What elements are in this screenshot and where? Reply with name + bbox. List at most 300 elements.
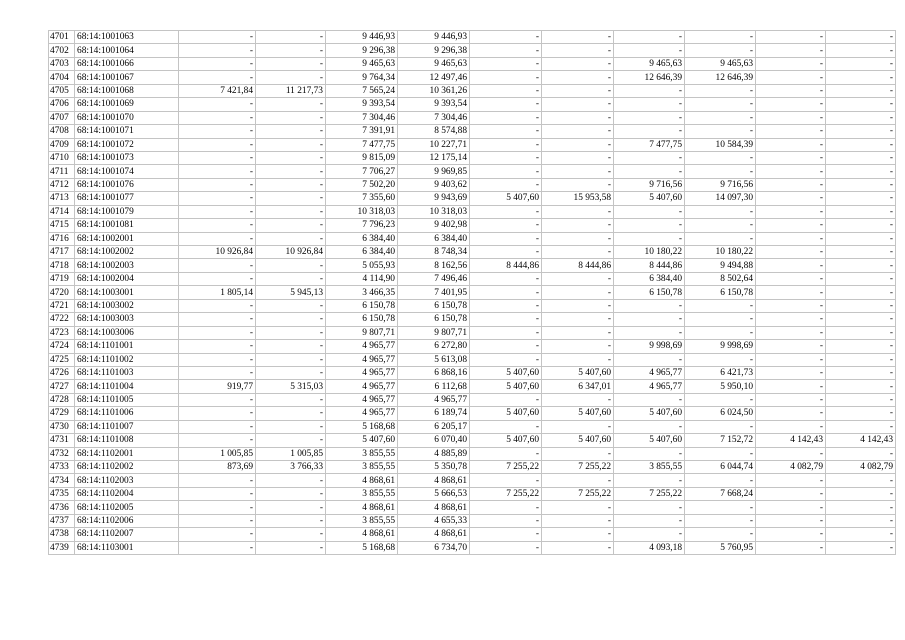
value-cell: - [826,84,896,97]
table-row [49,407,896,420]
table-row [49,84,896,97]
value-cell: - [685,299,756,312]
table-row [49,98,896,111]
value-cell: 9 393,54 [326,98,398,111]
value-cell: - [256,541,326,554]
value-cell: - [542,178,614,191]
value-cell: 4 655,33 [398,514,470,527]
value-cell: - [179,528,256,541]
value-cell: 3 855,55 [326,461,398,474]
row-number: 4727 [49,380,75,393]
value-cell: - [179,138,256,151]
row-number: 4714 [49,205,75,218]
row-number: 4712 [49,178,75,191]
table-row [49,165,896,178]
value-cell: - [756,514,826,527]
value-cell: - [756,528,826,541]
value-cell: - [826,138,896,151]
value-cell: 9 764,34 [326,71,398,84]
value-cell: - [470,514,542,527]
value-cell: - [179,31,256,44]
value-cell: 8 502,64 [685,272,756,285]
value-cell: - [470,111,542,124]
cadastral-number: 68:14:1001081 [75,219,179,232]
value-cell: - [614,313,685,326]
value-cell: - [685,326,756,339]
value-cell: - [179,111,256,124]
value-cell: - [256,340,326,353]
value-cell: - [756,111,826,124]
value-cell: - [756,474,826,487]
value-cell: - [685,84,756,97]
cadastral-number: 68:14:1101003 [75,366,179,379]
value-cell: 5 407,60 [470,407,542,420]
value-cell: 6 384,40 [326,246,398,259]
row-number: 4703 [49,57,75,70]
value-cell: - [470,246,542,259]
value-cell: - [826,71,896,84]
value-cell: - [614,232,685,245]
table-row [49,366,896,379]
value-cell: - [470,219,542,232]
value-cell: - [470,31,542,44]
value-cell: - [256,111,326,124]
value-cell: - [826,125,896,138]
value-cell: 10 926,84 [256,246,326,259]
value-cell: - [685,151,756,164]
value-cell: - [826,313,896,326]
row-number: 4737 [49,514,75,527]
table-row [49,528,896,541]
value-cell: - [826,111,896,124]
value-cell: - [179,272,256,285]
value-cell: 4 082,79 [826,461,896,474]
value-cell: - [756,380,826,393]
value-cell: - [542,31,614,44]
value-cell: - [826,340,896,353]
value-cell: - [256,232,326,245]
value-cell: 5 407,60 [470,380,542,393]
value-cell: - [756,138,826,151]
value-cell: 4 965,77 [326,366,398,379]
value-cell: - [470,299,542,312]
table-row [49,71,896,84]
value-cell: - [542,44,614,57]
value-cell: 4 965,77 [398,393,470,406]
value-cell: 9 465,63 [326,57,398,70]
value-cell: 9 465,63 [685,57,756,70]
value-cell: - [542,541,614,554]
cadastral-number: 68:14:1102001 [75,447,179,460]
table-row [49,299,896,312]
row-number: 4723 [49,326,75,339]
value-cell: - [614,84,685,97]
row-number: 4724 [49,340,75,353]
value-cell: - [542,514,614,527]
table-row [49,138,896,151]
value-cell: - [179,98,256,111]
table-row [49,474,896,487]
value-cell: 4 868,61 [398,501,470,514]
value-cell: - [470,313,542,326]
value-cell: - [542,447,614,460]
value-cell: 7 421,84 [179,84,256,97]
value-cell: 10 227,71 [398,138,470,151]
row-number: 4718 [49,259,75,272]
value-cell: - [614,98,685,111]
value-cell: - [179,474,256,487]
value-cell: 5 168,68 [326,541,398,554]
value-cell: - [756,487,826,500]
cadastral-number: 68:14:1001071 [75,125,179,138]
value-cell: - [542,125,614,138]
row-number: 4728 [49,393,75,406]
value-cell: 6 070,40 [398,434,470,447]
value-cell: 4 082,79 [756,461,826,474]
value-cell: - [256,501,326,514]
value-cell: 3 766,33 [256,461,326,474]
value-cell: - [470,272,542,285]
data-table [48,30,896,555]
value-cell: - [470,125,542,138]
value-cell: - [470,84,542,97]
row-number: 4713 [49,192,75,205]
value-cell: - [542,340,614,353]
value-cell: - [614,393,685,406]
table-row [49,272,896,285]
value-cell: 7 304,46 [398,111,470,124]
value-cell: 4 868,61 [326,528,398,541]
value-cell: - [756,44,826,57]
value-cell: 4 868,61 [326,501,398,514]
value-cell: - [256,71,326,84]
value-cell: - [179,487,256,500]
value-cell: - [756,313,826,326]
value-cell: - [256,178,326,191]
table-row [49,31,896,44]
value-cell: - [542,420,614,433]
value-cell: 5 407,60 [470,366,542,379]
value-cell: - [470,44,542,57]
value-cell: - [542,286,614,299]
value-cell: 6 189,74 [398,407,470,420]
table-row [49,393,896,406]
value-cell: - [614,219,685,232]
table-row [49,541,896,554]
value-cell: - [756,232,826,245]
cadastral-number: 68:14:1102004 [75,487,179,500]
value-cell: 4 965,77 [326,353,398,366]
value-cell: - [614,447,685,460]
value-cell: 7 255,22 [542,487,614,500]
value-cell: - [614,420,685,433]
value-cell: - [756,393,826,406]
cadastral-number: 68:14:1002002 [75,246,179,259]
row-number: 4729 [49,407,75,420]
value-cell: 5 407,60 [542,366,614,379]
value-cell: 7 565,24 [326,84,398,97]
table-row [49,340,896,353]
value-cell: - [542,272,614,285]
value-cell: - [542,474,614,487]
cadastral-number: 68:14:1001074 [75,165,179,178]
value-cell: 6 272,80 [398,340,470,353]
table-row [49,259,896,272]
value-cell: 7 477,75 [326,138,398,151]
value-cell: 5 950,10 [685,380,756,393]
value-cell: 9 465,63 [398,57,470,70]
value-cell: - [826,44,896,57]
value-cell: - [179,44,256,57]
table-row [49,111,896,124]
value-cell: 5 407,60 [470,434,542,447]
value-cell: 9 943,69 [398,192,470,205]
value-cell: - [826,407,896,420]
row-number: 4702 [49,44,75,57]
value-cell: - [179,259,256,272]
value-cell: 5 315,03 [256,380,326,393]
row-number: 4715 [49,219,75,232]
value-cell: - [685,313,756,326]
value-cell: 9 807,71 [398,326,470,339]
value-cell: 5 055,93 [326,259,398,272]
value-cell: - [826,501,896,514]
value-cell: - [179,205,256,218]
value-cell: - [256,393,326,406]
value-cell: - [256,125,326,138]
value-cell: 5 168,68 [326,420,398,433]
value-cell: - [756,31,826,44]
value-cell: - [470,151,542,164]
value-cell: - [756,299,826,312]
cadastral-number: 68:14:1001073 [75,151,179,164]
value-cell: - [756,205,826,218]
table-row [49,246,896,259]
value-cell: - [685,528,756,541]
value-cell: 6 112,68 [398,380,470,393]
value-cell: 9 716,56 [685,178,756,191]
value-cell: - [614,111,685,124]
value-cell: - [756,125,826,138]
cadastral-number: 68:14:1103001 [75,541,179,554]
value-cell: - [256,528,326,541]
table-row [49,232,896,245]
cadastral-number: 68:14:1003001 [75,286,179,299]
value-cell: 12 497,46 [398,71,470,84]
value-cell: - [256,272,326,285]
row-number: 4731 [49,434,75,447]
value-cell: - [470,98,542,111]
table-row [49,151,896,164]
value-cell: 7 706,27 [326,165,398,178]
value-cell: - [256,434,326,447]
value-cell: 7 304,46 [326,111,398,124]
value-cell: 7 255,22 [470,461,542,474]
value-cell: 10 926,84 [179,246,256,259]
row-number: 4704 [49,71,75,84]
value-cell: 5 407,60 [542,407,614,420]
value-cell: 5 407,60 [614,407,685,420]
value-cell: - [470,205,542,218]
value-cell: - [179,299,256,312]
value-cell: - [826,353,896,366]
value-cell: 5 760,95 [685,541,756,554]
cadastral-number: 68:14:1001069 [75,98,179,111]
value-cell: 8 444,86 [542,259,614,272]
value-cell: 8 162,56 [398,259,470,272]
value-cell: - [826,178,896,191]
value-cell: 10 180,22 [685,246,756,259]
value-cell: - [256,353,326,366]
cadastral-number: 68:14:1003006 [75,326,179,339]
value-cell: - [179,393,256,406]
table-row [49,461,896,474]
value-cell: - [756,259,826,272]
row-number: 4735 [49,487,75,500]
value-cell: 4 965,77 [614,380,685,393]
value-cell: - [542,205,614,218]
value-cell: 6 150,78 [326,313,398,326]
value-cell: - [256,192,326,205]
cadastral-number: 68:14:1102007 [75,528,179,541]
value-cell: 8 574,88 [398,125,470,138]
value-cell: - [685,447,756,460]
value-cell: - [542,111,614,124]
row-number: 4732 [49,447,75,460]
value-cell: - [756,219,826,232]
value-cell: 4 965,77 [326,340,398,353]
value-cell: - [826,474,896,487]
value-cell: - [256,366,326,379]
value-cell: 9 446,93 [326,31,398,44]
value-cell: - [470,541,542,554]
value-cell: - [179,326,256,339]
cadastral-number: 68:14:1002001 [75,232,179,245]
value-cell: 9 815,09 [326,151,398,164]
value-cell: - [685,205,756,218]
value-cell: - [256,420,326,433]
value-cell: 6 734,70 [398,541,470,554]
row-number: 4717 [49,246,75,259]
value-cell: - [756,407,826,420]
value-cell: 10 361,26 [398,84,470,97]
value-cell: 7 255,22 [542,461,614,474]
value-cell: 7 477,75 [614,138,685,151]
value-cell: - [179,71,256,84]
cadastral-number: 68:14:1003003 [75,313,179,326]
value-cell: 10 180,22 [614,246,685,259]
value-cell: - [826,57,896,70]
cadastral-number: 68:14:1003002 [75,299,179,312]
row-number: 4710 [49,151,75,164]
row-number: 4725 [49,353,75,366]
value-cell: - [179,541,256,554]
value-cell: 3 855,55 [326,447,398,460]
table-row [49,57,896,70]
value-cell: 4 868,61 [326,474,398,487]
value-cell: - [470,528,542,541]
value-cell: - [179,57,256,70]
value-cell: - [685,44,756,57]
cadastral-number: 68:14:1001077 [75,192,179,205]
value-cell: - [614,528,685,541]
value-cell: 9 296,38 [326,44,398,57]
table-row [49,313,896,326]
value-cell: - [256,474,326,487]
value-cell: - [826,165,896,178]
value-cell: - [179,340,256,353]
table-row [49,178,896,191]
value-cell: - [542,528,614,541]
value-cell: - [470,420,542,433]
value-cell: 12 646,39 [614,71,685,84]
table-row [49,219,896,232]
row-number: 4705 [49,84,75,97]
value-cell: - [614,474,685,487]
value-cell: - [179,313,256,326]
value-cell: 4 885,89 [398,447,470,460]
value-cell: - [826,380,896,393]
value-cell: - [256,219,326,232]
value-cell: 6 150,78 [614,286,685,299]
value-cell: - [756,272,826,285]
value-cell: 11 217,73 [256,84,326,97]
cadastral-number: 68:14:1001068 [75,84,179,97]
value-cell: 6 024,50 [685,407,756,420]
value-cell: - [614,501,685,514]
value-cell: 9 446,93 [398,31,470,44]
value-cell: - [826,393,896,406]
table-row [49,434,896,447]
value-cell: 9 716,56 [614,178,685,191]
value-cell: - [542,151,614,164]
table-row [49,326,896,339]
value-cell: 6 421,73 [685,366,756,379]
value-cell: - [470,340,542,353]
value-cell: - [685,353,756,366]
value-cell: 5 407,60 [614,192,685,205]
value-cell: - [826,299,896,312]
value-cell: - [826,541,896,554]
value-cell: - [826,326,896,339]
value-cell: - [256,57,326,70]
value-cell: 5 613,08 [398,353,470,366]
value-cell: 1 805,14 [179,286,256,299]
value-cell: - [256,205,326,218]
cadastral-number: 68:14:1101005 [75,393,179,406]
value-cell: - [685,111,756,124]
cadastral-number: 68:14:1001076 [75,178,179,191]
cadastral-number: 68:14:1002003 [75,259,179,272]
row-number: 4733 [49,461,75,474]
value-cell: - [179,165,256,178]
value-cell: - [470,57,542,70]
value-cell: 7 255,22 [614,487,685,500]
value-cell: 7 668,24 [685,487,756,500]
value-cell: - [685,219,756,232]
value-cell: - [179,434,256,447]
table-row [49,380,896,393]
value-cell: - [614,165,685,178]
value-cell: - [756,71,826,84]
value-cell: 12 175,14 [398,151,470,164]
value-cell: - [470,447,542,460]
value-cell: - [542,219,614,232]
row-number: 4736 [49,501,75,514]
value-cell: 7 401,95 [398,286,470,299]
value-cell: - [685,474,756,487]
value-cell: 9 494,88 [685,259,756,272]
